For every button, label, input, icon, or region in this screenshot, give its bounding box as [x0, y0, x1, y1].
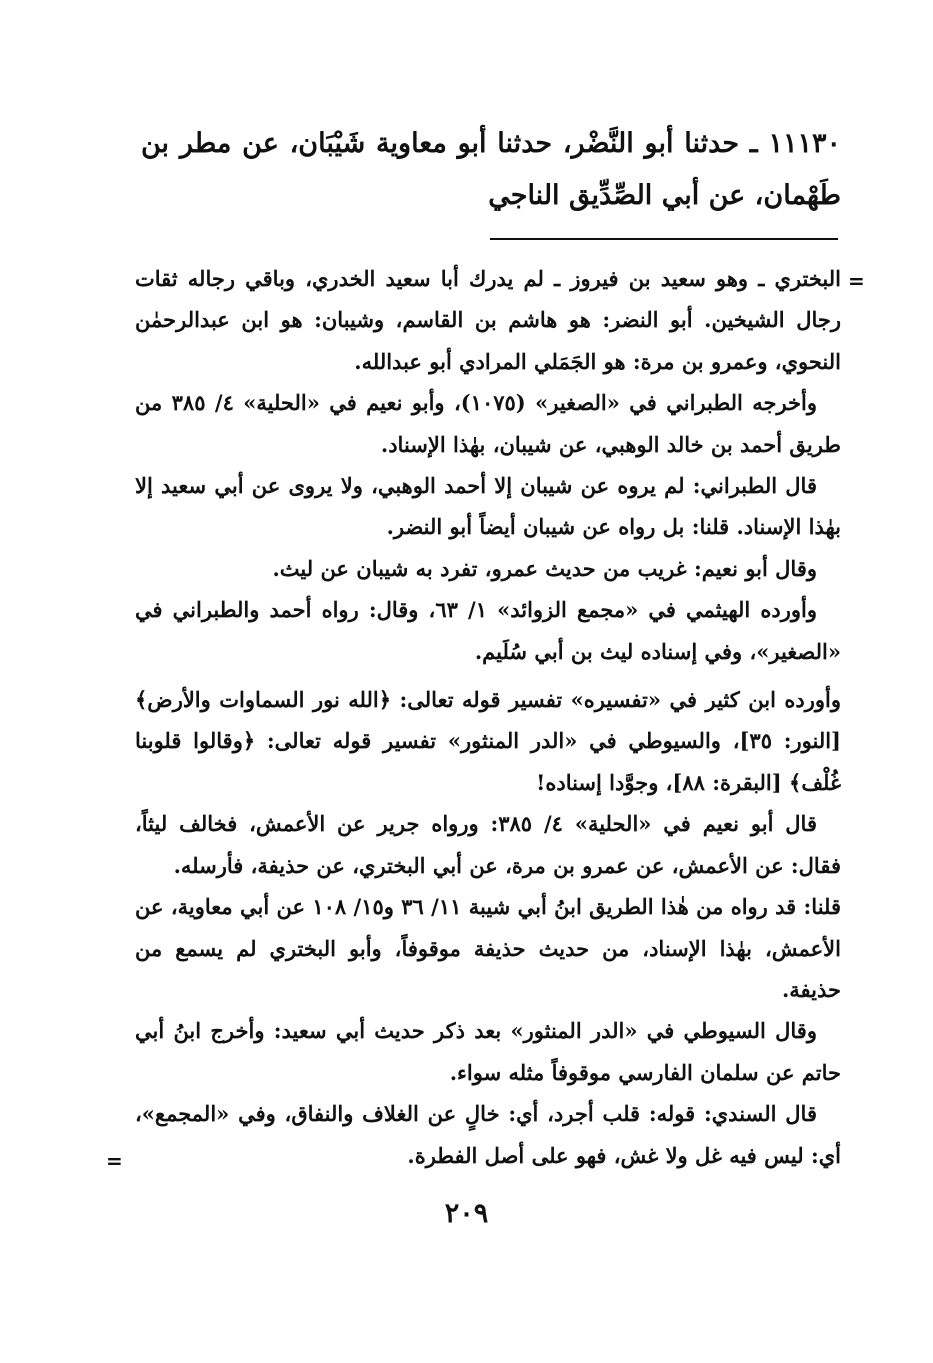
hadith-text-block [141, 118, 841, 222]
footnote-paragraph: قلنا: قد رواه من هٰذا الطريق ابنُ أبي شيبة ١١/ ٣٦ و١٥/ ١٠٨ عن أبي معاوية، عن الأعمش، بهٰذا الإسناد، من حديث حذيفة موقوفاً، وأبو البختري لم يسمع من حذيفة. [135, 894, 842, 1002]
footnotes-block [135, 258, 841, 1176]
footnote-paragraph: قال أبو نعيم في «الحلية» ٤/ ٣٨٥: ورواه جرير عن الأعمش، فخالف ليثاً، فقال: عن الأعمش، عن عمرو بن مرة، عن أبي البختري، عن حذيفة، فأرسله. [135, 811, 841, 878]
footnote-paragraph: قال السندي: قوله: قلب أجرد، أي: خالٍ عن الغلاف والنفاق، وفي «المجمع»، أي: ليس فيه غل ولا غش، فهو على أصل الفطرة. [135, 1101, 841, 1168]
footnote-continuation-mark-bottom: = [106, 1149, 123, 1173]
footnote-continuation-mark-top: = [848, 269, 865, 293]
page-number: ٢٠٩ [444, 1198, 489, 1229]
hadith-text: ١١١٣٠ ـ حدثنا أبو النَّضْر، حدثنا أبو معاوية شَيْبَان، عن مطر بن طَهْمان، عن أبي الصِّدِّيق الناجي [141, 128, 841, 211]
footnote-paragraph: البختري ـ وهو سعيد بن فيروز ـ لم يدرك أبا سعيد الخدري، وباقي رجاله ثقات رجال الشيخين. أبو النضر: هو هاشم بن القاسم، وشيبان: هو ابن عبدالرحمٰن النحوي، وعمرو بن مرة: هو الجَمَلي المرادي أبو عبدالله. [135, 266, 841, 374]
footnote-separator [490, 238, 838, 240]
footnote-paragraph: وقال السيوطي في «الدر المنثور» بعد ذكر حديث أبي سعيد: وأخرج ابنُ أبي حاتم عن سلمان الفارسي موقوفاً مثله سواء. [135, 1018, 841, 1085]
footnote-paragraph: وقال أبو نعيم: غريب من حديث عمرو، تفرد به شيبان عن ليث. [272, 555, 817, 581]
footnote-paragraph: وأخرجه الطبراني في «الصغير» (١٠٧٥)، وأبو نعيم في «الحلية» ٤/ ٣٨٥ من طريق أحمد بن خالد الوهبي، عن شيبان، بهٰذا الإسناد. [135, 390, 841, 457]
footnote-paragraph: وأورده الهيثمي في «مجمع الزوائد» ١/ ٦٣، وقال: رواه أحمد والطبراني في «الصغير»، وفي إسناده ليث بن أبي سُلَيم. [135, 597, 841, 664]
footnote-paragraph: وأورده ابن كثير في «تفسيره» تفسير قوله تعالى: ﴿الله نور السماوات والأرض﴾ [النور: ٣٥]، والسيوطي في «الدر المنثور» تفسير قوله تعالى: ﴿وقالوا قلوبنا غُلْف﴾ [البقرة: ٨٨]، وجوَّدا إسناده! [135, 687, 841, 795]
footnote-paragraph: قال الطبراني: لم يروه عن شيبان إلا أحمد الوهبي، ولا يروى عن أبي سعيد إلا بهٰذا الإسناد. قلنا: بل رواه عن شيبان أيضاً أبو النضر. [135, 473, 841, 540]
